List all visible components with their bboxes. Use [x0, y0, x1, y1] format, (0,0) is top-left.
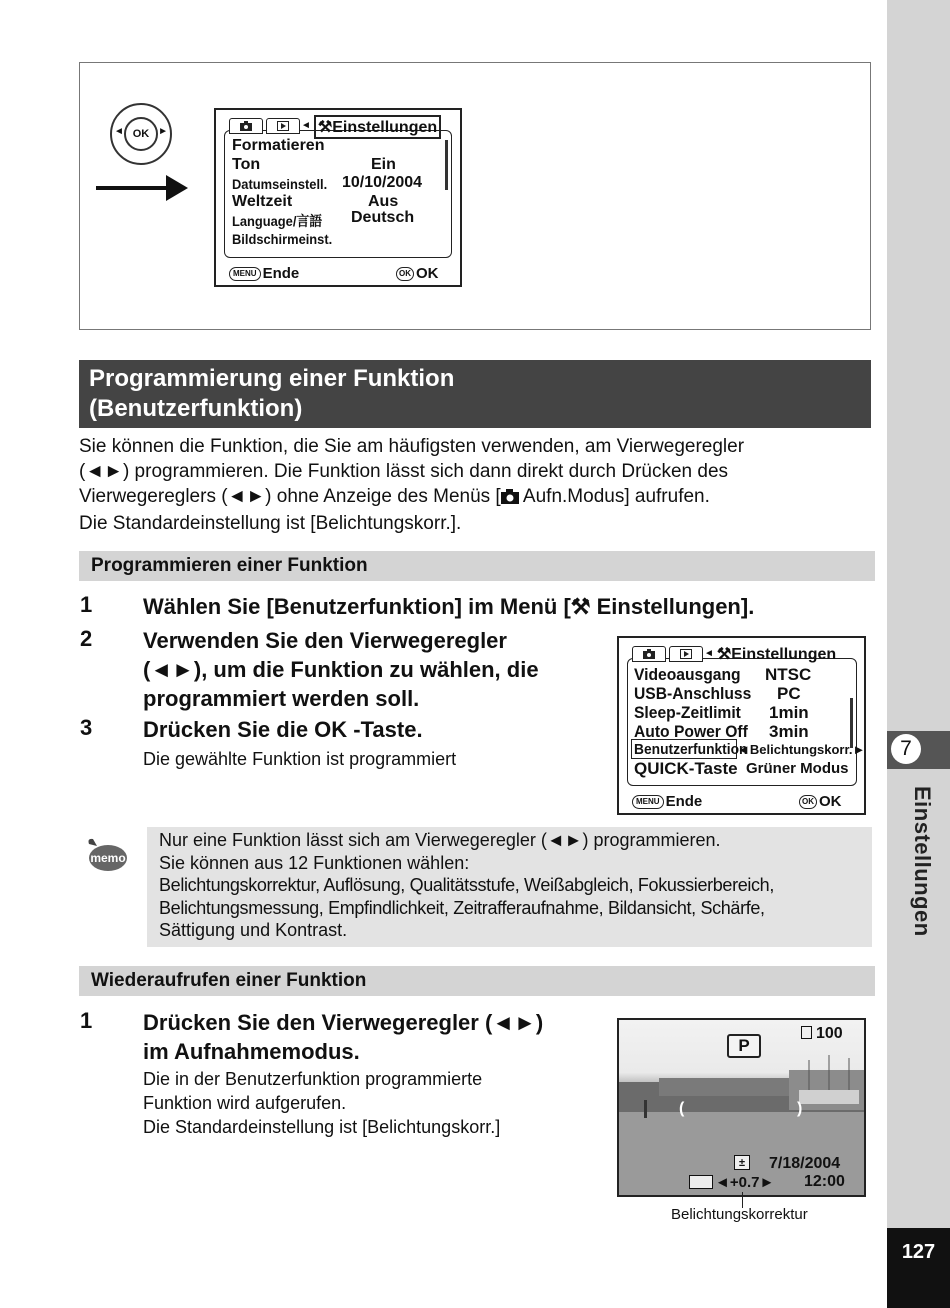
tab-arrow-left-icon: ◄: [301, 120, 311, 131]
menu-value-sleep: 1min: [769, 703, 809, 722]
menu-item-benutzerfunktion[interactable]: Benutzerfunktion: [634, 741, 748, 758]
pointer-arrow-icon: [96, 186, 170, 190]
step-title: Verwenden Sie den Vierwegeregler (◄►), um die Funktion zu wählen, die programmiert werden soll.: [143, 628, 539, 711]
intro-paragraph: Sie können die Funktion, die Sie am häufigsten verwenden, am Vierwegeregler (◄►) programmieren. Die Funktion lässt sich dann direkt durch Drücken des Vierwegereglers (◄►) ohne Anzeige des Menüs [ Aufn.Modus] aufrufen. Die Standardeinstellung ist [Belichtungskorr.].: [79, 436, 745, 534]
arrow-left-icon: ◄: [114, 126, 124, 137]
menu-button-icon: MENU: [632, 795, 664, 809]
menu-value-weltzeit: Aus: [368, 193, 399, 210]
setup-menu-screen: [214, 108, 462, 287]
pointer-arrow-head-icon: [166, 175, 188, 201]
camera-tab-icon[interactable]: [632, 646, 666, 662]
focus-bracket-right-icon: ): [797, 1100, 803, 1117]
menu-value-language: Deutsch: [351, 209, 415, 226]
tab-arrow-left-icon: ◄: [704, 648, 714, 659]
scrollbar[interactable]: [850, 698, 853, 748]
step-body: Die in der Benutzerfunktion programmierte Funktion wird aufgerufen. Die Standardeinstellung ist [Belichtungskorr.]: [143, 1069, 501, 1137]
date-readout: 7/18/2004: [769, 1155, 841, 1172]
shots-remaining: 100: [801, 1025, 843, 1043]
menu-footer-right[interactable]: OK OK: [799, 793, 842, 810]
focus-bracket-left-icon: (: [679, 1100, 685, 1117]
step-title: Drücken Sie die OK -Taste.: [143, 717, 423, 742]
memory-card-icon: [801, 1026, 812, 1039]
setup-tab[interactable]: ⚒Einstellungen: [716, 646, 837, 663]
memo-text: Nur eine Funktion lässt sich am Vierwegeregler (◄►) programmieren. Sie können aus 12 Funktionen wählen: Belichtungskorrektur, Auflösung, Qualitätsstufe, Weißabgleich, Fokussierbereich, Belichtungsmessung, Empfindlichkeit, Zeitrafferaufnahme, Bildansicht, Schärfe, Sättigung und Kontrast.: [159, 830, 774, 940]
menu-tabs: [229, 118, 441, 139]
section-title: Programmierung einer Funktion (Benutzerfunktion): [79, 360, 871, 428]
sidebar-strip: [887, 0, 950, 1308]
menu-button-icon: MENU: [229, 267, 261, 281]
step-title: Drücken Sie den Vierwegeregler (◄►) im Aufnahmemodus.: [143, 1010, 544, 1064]
menu-item-formatieren[interactable]: Formatieren: [232, 137, 325, 154]
subsection-wiederaufrufen: Wiederaufrufen einer Funktion: [79, 966, 875, 996]
menu-value-ton: Ein: [371, 156, 396, 173]
menu-footer-right[interactable]: OK OK: [396, 265, 439, 282]
step-title: Wählen Sie [Benutzerfunktion] im Menü [⚒ Einstellungen].: [143, 594, 755, 619]
menu-item-datumseinstell[interactable]: Datumseinstell.: [232, 176, 328, 192]
time-readout: 12:00: [804, 1173, 845, 1190]
ok-badge-icon: OK: [799, 795, 817, 809]
arrow-right-icon: ►: [158, 126, 168, 137]
exposure-compensation-icon: ±: [734, 1155, 750, 1170]
subsection-programmieren: Programmieren einer Funktion: [79, 551, 875, 581]
chapter-number: 7: [891, 734, 921, 764]
menu-item-weltzeit[interactable]: Weltzeit: [232, 193, 293, 210]
step-number: 2: [80, 626, 93, 651]
menu-item-bildschirmeinst[interactable]: Bildschirmeinst.: [232, 231, 333, 247]
ok-badge-icon: OK: [396, 267, 414, 281]
menu-item-language[interactable]: Language/言語: [232, 213, 323, 229]
camera-icon: [501, 486, 519, 511]
mode-p-icon: P: [727, 1034, 761, 1058]
playback-tab-icon[interactable]: [669, 646, 703, 662]
svg-text:memo: memo: [90, 851, 126, 865]
camera-lcd-photo: [617, 1018, 866, 1197]
setup-menu-screen-2: [617, 636, 866, 815]
menu-footer-left[interactable]: MENU Ende: [229, 265, 299, 282]
wrench-icon: ⚒: [570, 594, 591, 619]
menu-item-sleep[interactable]: Sleep-Zeitlimit: [634, 703, 741, 722]
playback-tab-icon[interactable]: [266, 118, 300, 134]
camera-tab-icon[interactable]: [229, 118, 263, 134]
menu-item-ton[interactable]: Ton: [232, 156, 261, 173]
chapter-label: Einstellungen: [910, 786, 935, 937]
scrollbar[interactable]: [445, 140, 448, 190]
setup-tab[interactable]: ⚒Einstellungen: [314, 115, 441, 139]
menu-item-quick-taste[interactable]: QUICK-Taste: [634, 759, 738, 778]
battery-icon: [689, 1175, 713, 1189]
menu-value-auto-power-off: 3min: [769, 722, 809, 741]
figure-box-setup-menu: [79, 62, 871, 330]
menu-value-videoausgang: NTSC: [765, 665, 812, 684]
ev-value: ◄+0.7►: [715, 1174, 775, 1191]
wrench-icon: ⚒: [317, 119, 333, 136]
page-number: 127: [887, 1228, 950, 1308]
menu-item-usb[interactable]: USB-Anschluss: [634, 684, 752, 703]
menu-value-datum: 10/10/2004: [342, 174, 423, 191]
step-number: 3: [80, 715, 93, 740]
menu-value-quick-taste: Grüner Modus: [746, 760, 849, 777]
photo-caption: Belichtungskorrektur: [671, 1206, 808, 1223]
step-number: 1: [80, 1008, 93, 1033]
four-way-controller-icon: [110, 103, 172, 165]
memo-icon: [83, 836, 129, 874]
menu-value-usb: PC: [777, 684, 801, 703]
ok-button-icon: OK: [124, 117, 158, 151]
menu-tabs: [632, 646, 836, 664]
wrench-icon: ⚒: [716, 646, 732, 663]
menu-footer-left[interactable]: MENU Ende: [632, 793, 702, 810]
menu-value-benutzerfunktion[interactable]: ◄Belichtungskorr.►: [737, 742, 866, 757]
menu-item-videoausgang[interactable]: Videoausgang: [634, 665, 741, 684]
step-body: Die gewählte Funktion ist programmiert: [143, 749, 457, 769]
step-number: 1: [80, 592, 93, 617]
menu-item-auto-power-off[interactable]: Auto Power Off: [634, 722, 748, 741]
